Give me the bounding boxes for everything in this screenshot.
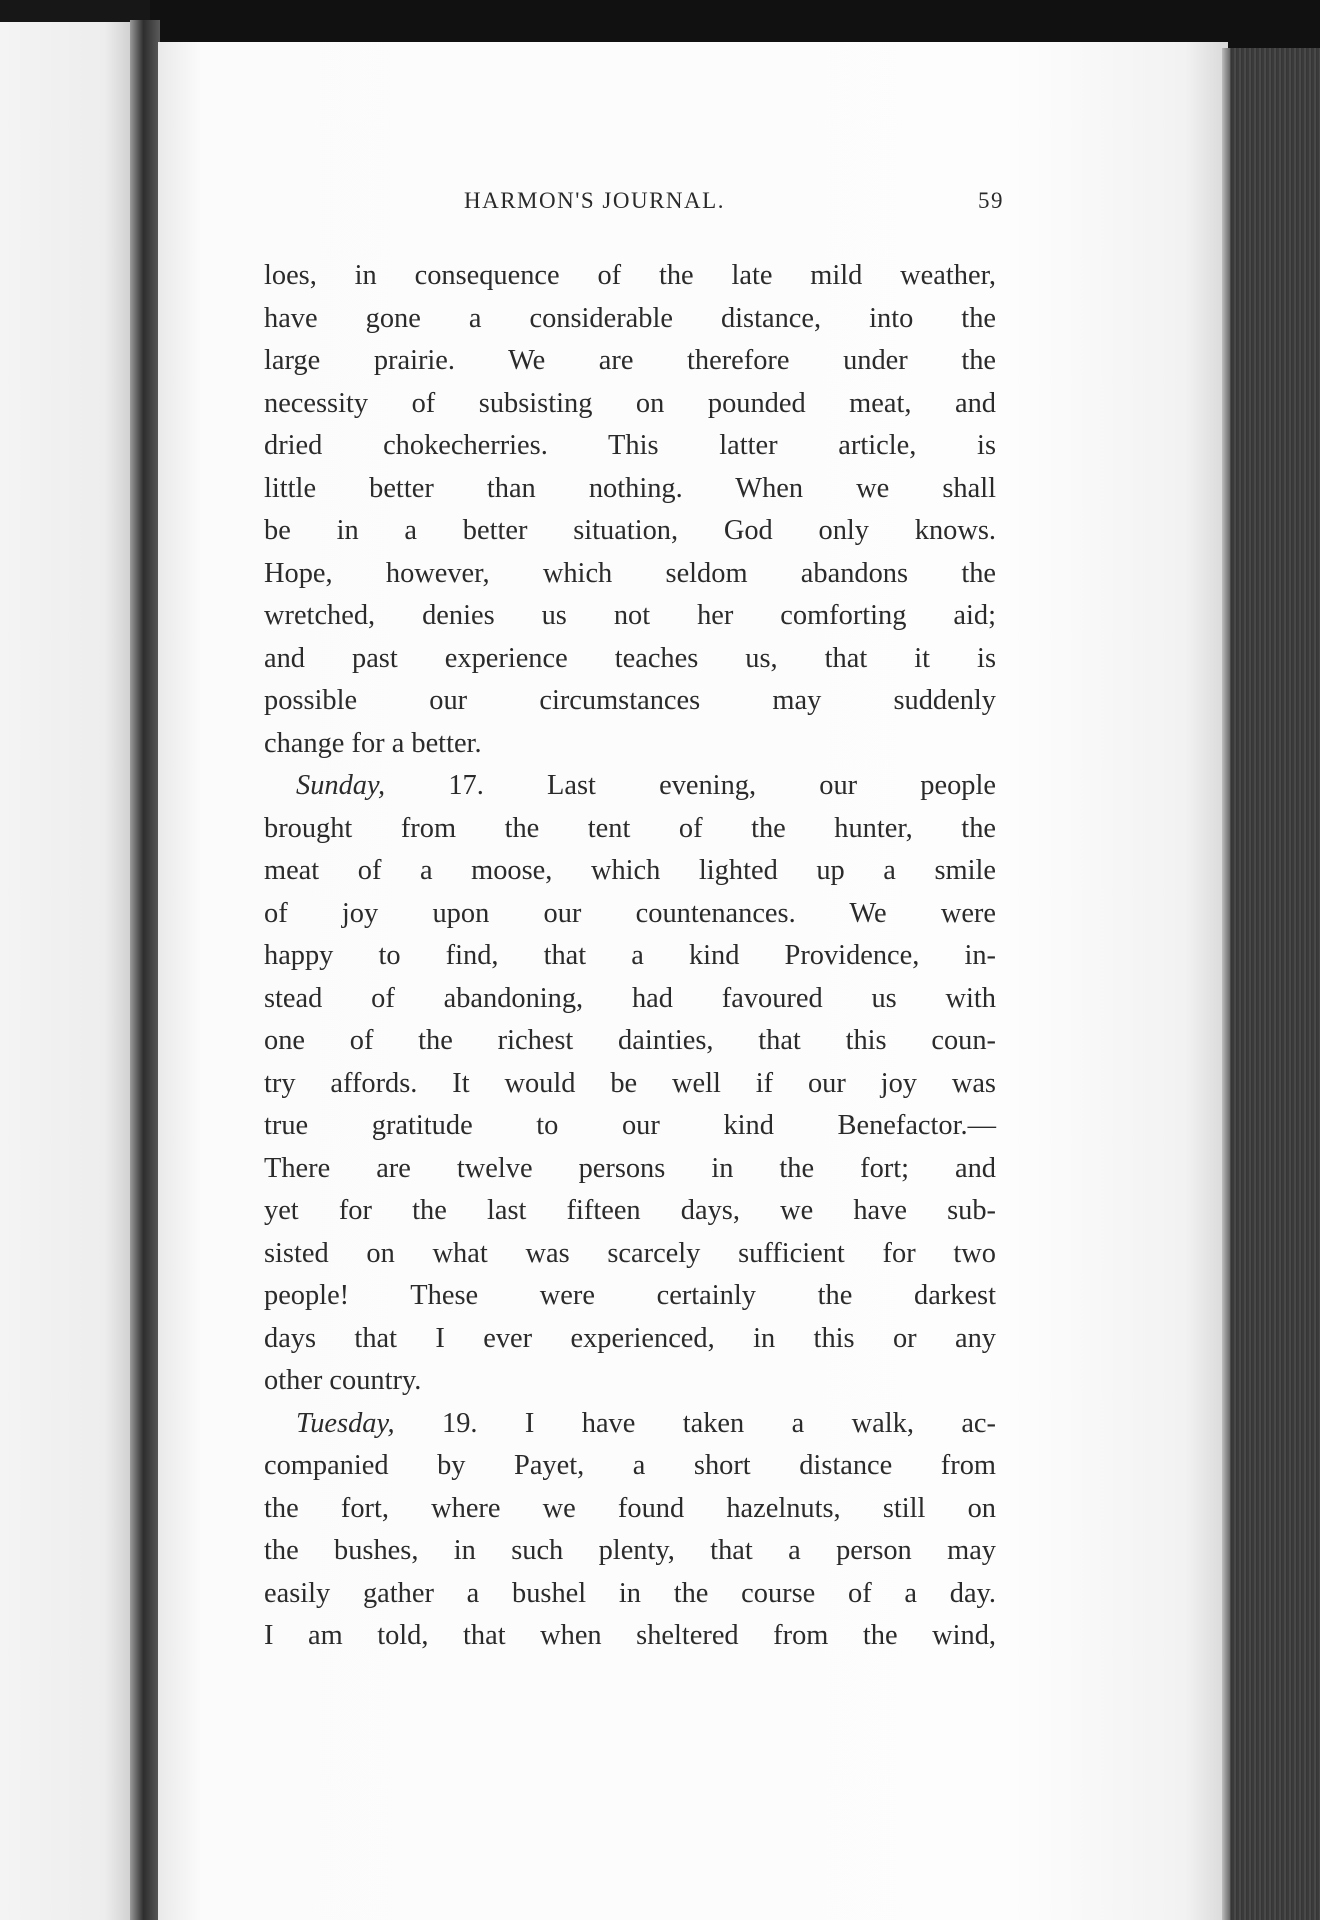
text-line: yet for the last fifteen days, we have sub- (264, 1195, 996, 1226)
text-line: try affords. It would be well if our joy was (264, 1067, 996, 1099)
page-block-edges (1222, 48, 1320, 1920)
entry-text: 17. Last evening, our people (385, 770, 996, 801)
entry-day-label: Tuesday, (296, 1407, 395, 1439)
page-number: 59 (978, 188, 1004, 213)
text-line: and past experience teaches us, that it is (264, 642, 996, 674)
entry-sunday-first-line (264, 765, 996, 808)
running-head: HARMON'S JOURNAL. (464, 188, 725, 213)
entry-text: 19. I have taken a walk, ac- (394, 1407, 996, 1439)
text-line: true gratitude to our kind Benefactor.— (264, 1110, 996, 1141)
entry-day-label: Sunday, (296, 770, 386, 801)
text-line: brought from the tent of the hunter, the (264, 812, 996, 844)
text-line: happy to find, that a kind Providence, in- (264, 940, 996, 971)
text-line: little better than nothing. When we shall (264, 472, 996, 504)
text-line: Hope, however, which seldom abandons the (264, 557, 996, 589)
text-line: There are twelve persons in the fort; and (264, 1152, 996, 1184)
text-line: have gone a considerable distance, into the (264, 302, 996, 334)
text-line: large prairie. We are therefore under the (264, 345, 996, 376)
text-line: dried chokecherries. This latter article, is (264, 430, 996, 461)
text-line: other country. (264, 1365, 422, 1396)
text-line: possible our circumstances may suddenly (264, 685, 996, 716)
text-line: one of the richest dainties, that this coun- (264, 1025, 996, 1056)
text-line: stead of abandoning, had favoured us with (264, 982, 996, 1014)
text-line: sisted on what was scarcely sufficient for two (264, 1237, 996, 1269)
entry-tuesday-first-line (264, 1403, 996, 1446)
top-shadow (150, 0, 1320, 48)
text-line: change for a better. (264, 727, 482, 759)
page-header (272, 188, 1004, 228)
text-line: be in a better situation, God only knows. (264, 515, 996, 546)
text-line: the bushes, in such plenty, that a person may (264, 1535, 996, 1566)
text-line: I am told, that when sheltered from the wind, (264, 1620, 996, 1651)
text-line: people! These were certainly the darkest (264, 1280, 996, 1311)
text-line: necessity of subsisting on pounded meat, and (264, 387, 996, 419)
text-line: of joy upon our countenances. We were (264, 897, 996, 929)
text-line: the fort, where we found hazelnuts, still on (264, 1492, 996, 1524)
page-edge-highlight (1222, 48, 1230, 1920)
facing-page-edge (0, 22, 150, 1920)
text-line: loes, in consequence of the late mild weather, (264, 260, 996, 291)
journal-text (264, 255, 996, 1658)
text-line: days that I ever experienced, in this or any (264, 1322, 996, 1354)
text-line: easily gather a bushel in the course of a day. (264, 1577, 996, 1609)
text-line: wretched, denies us not her comforting aid; (264, 600, 996, 631)
text-line: companied by Payet, a short distance from (264, 1450, 996, 1481)
book-gutter (130, 20, 160, 1920)
text-line: meat of a moose, which lighted up a smile (264, 855, 996, 886)
